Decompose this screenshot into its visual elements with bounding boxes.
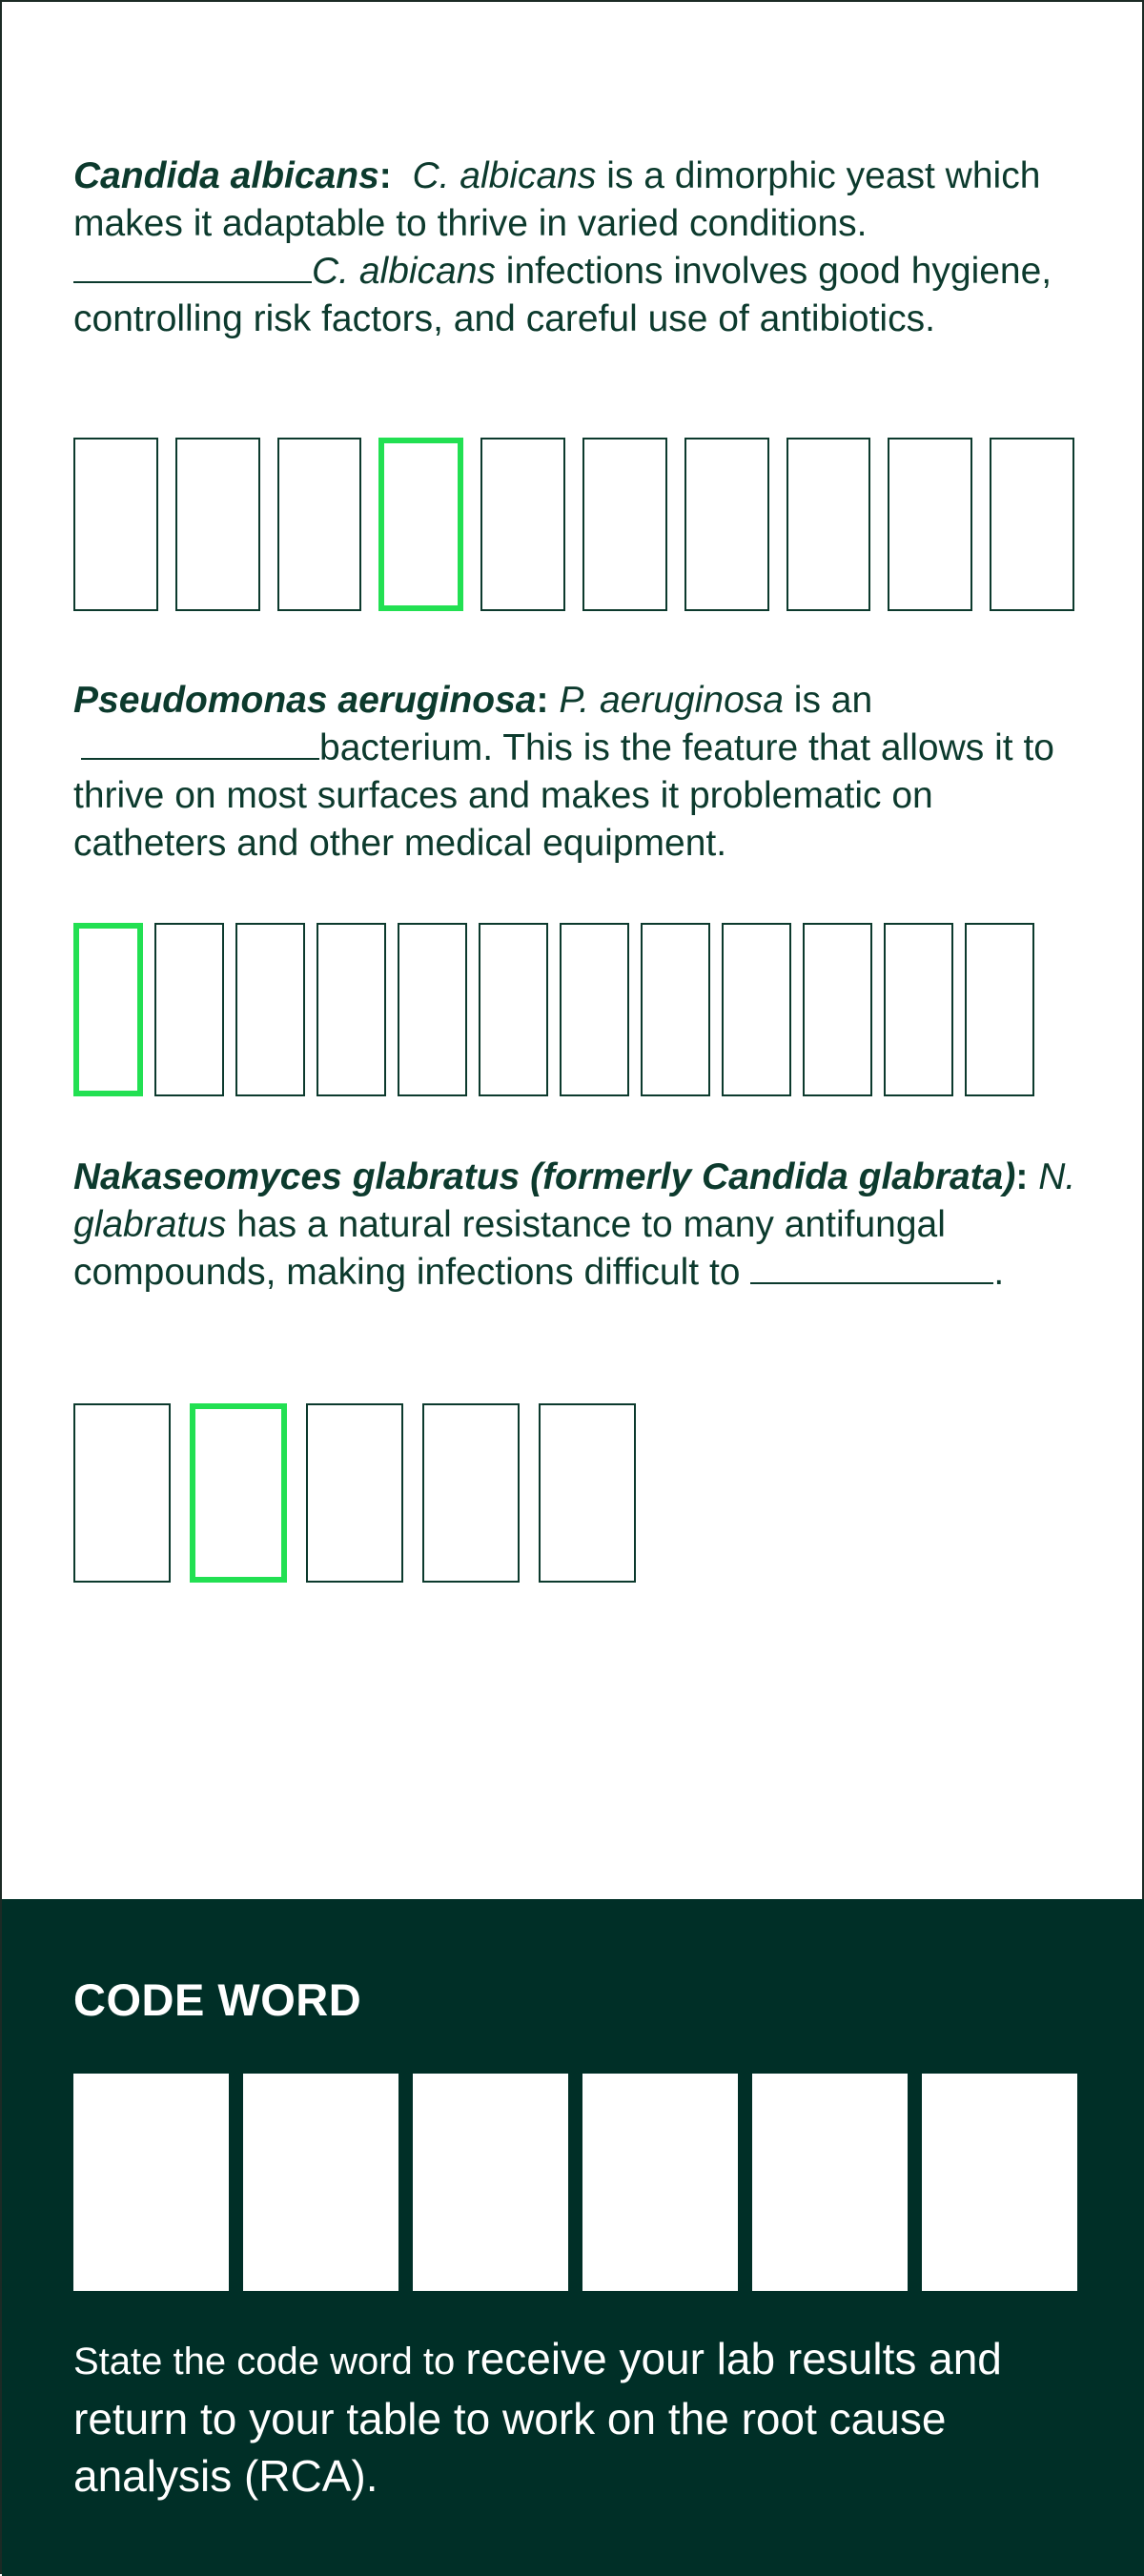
code-letter-box[interactable] xyxy=(582,2074,738,2291)
question-text: is an xyxy=(783,680,873,721)
question-colon: : xyxy=(378,155,392,196)
highlighted-letter-box[interactable] xyxy=(73,923,143,1096)
answer-blank xyxy=(73,249,312,283)
letter-box[interactable] xyxy=(73,1403,171,1583)
question-colon: : xyxy=(1015,1156,1029,1197)
question-term: Candida albicans xyxy=(73,155,379,196)
code-letter-box[interactable] xyxy=(922,2074,1077,2291)
answer-boxes-1 xyxy=(73,438,1074,611)
species-name: C. albicans xyxy=(412,155,597,196)
answer-blank xyxy=(750,1250,993,1284)
code-word-boxes xyxy=(73,2074,1077,2291)
species-name: N. glabratus xyxy=(73,1156,1076,1245)
letter-box[interactable] xyxy=(560,923,629,1096)
letter-box[interactable] xyxy=(277,438,362,611)
question-term: Nakaseomyces glabratus (formerly Candida glabrata) xyxy=(73,1156,1016,1197)
letter-box[interactable] xyxy=(684,438,769,611)
question-text: has a natural resistance to many antifungal compounds, making infections difficult to xyxy=(73,1204,946,1293)
species-name: P. aeruginosa xyxy=(559,680,784,721)
question-candida-albicans xyxy=(73,153,1084,343)
code-word-instruction xyxy=(73,2330,1084,2504)
question-pseudomonas-aeruginosa xyxy=(73,677,1084,868)
question-colon: : xyxy=(536,680,549,721)
code-word-panel xyxy=(2,1899,1144,2576)
answer-boxes-3 xyxy=(73,1403,636,1583)
letter-box[interactable] xyxy=(235,923,305,1096)
letter-box[interactable] xyxy=(641,923,710,1096)
letter-box[interactable] xyxy=(884,923,953,1096)
letter-box[interactable] xyxy=(965,923,1034,1096)
species-name: C. albicans xyxy=(312,251,496,292)
question-text xyxy=(548,680,559,721)
code-letter-box[interactable] xyxy=(73,2074,229,2291)
letter-box[interactable] xyxy=(582,438,667,611)
answer-blank xyxy=(81,726,319,760)
highlighted-letter-box[interactable] xyxy=(378,438,463,611)
letter-box[interactable] xyxy=(786,438,871,611)
letter-box[interactable] xyxy=(539,1403,636,1583)
code-word-title: CODE WORD xyxy=(73,1974,362,2025)
code-letter-box[interactable] xyxy=(752,2074,908,2291)
letter-box[interactable] xyxy=(317,923,386,1096)
question-term: Pseudomonas aeruginosa xyxy=(73,680,537,721)
letter-box[interactable] xyxy=(722,923,791,1096)
letter-box[interactable] xyxy=(480,438,565,611)
question-text: is a dimorphic yeast which makes it adaptable to thrive in varied conditions. xyxy=(73,155,1041,244)
instruction-lead: State the code word to xyxy=(73,2341,466,2382)
code-letter-box[interactable] xyxy=(243,2074,398,2291)
highlighted-letter-box[interactable] xyxy=(190,1403,287,1583)
letter-box[interactable] xyxy=(306,1403,403,1583)
code-letter-box[interactable] xyxy=(413,2074,568,2291)
question-text xyxy=(392,155,413,196)
question-text: infections involves good hygiene, controlling risk factors, and careful use of antibiotics. xyxy=(73,251,1052,339)
letter-box[interactable] xyxy=(990,438,1074,611)
answer-boxes-2 xyxy=(73,923,1074,1096)
letter-box[interactable] xyxy=(803,923,872,1096)
question-text: bacterium. This is the feature that allows it to thrive on most surfaces and makes it problematic on catheters and other medical equipment. xyxy=(73,727,1054,864)
question-text xyxy=(1028,1156,1038,1197)
letter-box[interactable] xyxy=(398,923,467,1096)
letter-box[interactable] xyxy=(422,1403,520,1583)
letter-box[interactable] xyxy=(73,438,158,611)
letter-box[interactable] xyxy=(479,923,548,1096)
instruction-main: receive your lab results and return to your table to work on the root cause analysis (RCA). xyxy=(73,2334,1002,2501)
letter-box[interactable] xyxy=(888,438,972,611)
question-text: . xyxy=(993,1252,1005,1293)
letter-box[interactable] xyxy=(175,438,260,611)
letter-box[interactable] xyxy=(154,923,224,1096)
question-nakaseomyces-glabratus xyxy=(73,1154,1084,1297)
